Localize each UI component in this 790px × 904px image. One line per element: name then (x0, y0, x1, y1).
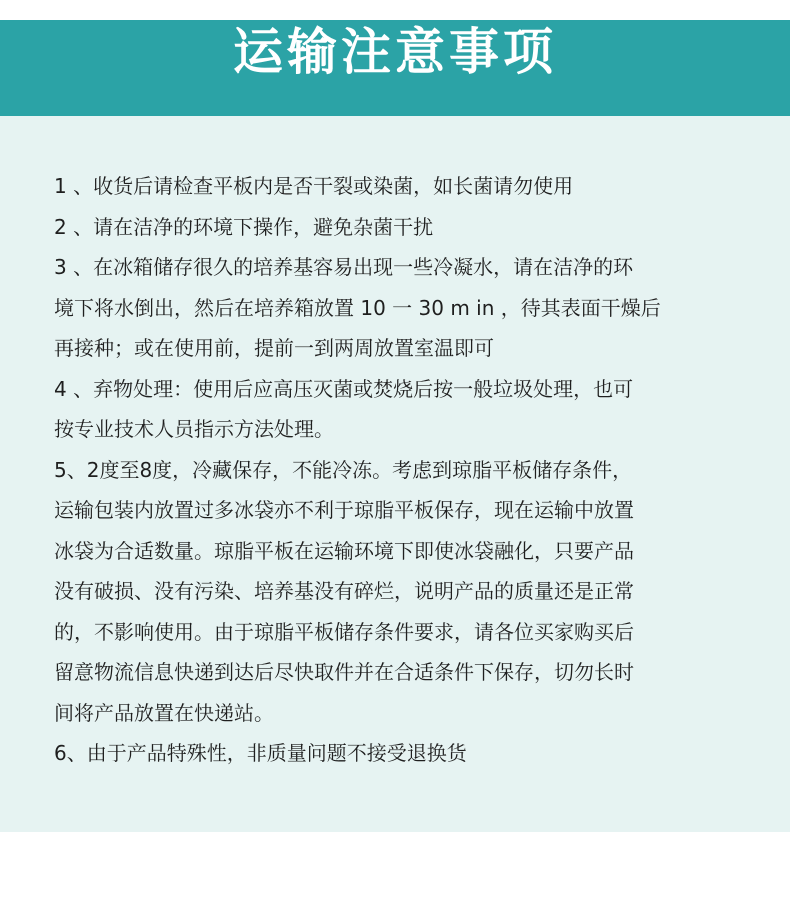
note-item (54, 166, 754, 207)
note-line: 没有破损、没有污染、培养基没有碎烂，说明产品的质量还是正常 (54, 579, 634, 603)
shipping-notes-list (54, 166, 754, 774)
note-item (54, 247, 754, 369)
note-line: 5、2度至8度，冷藏保存，不能冷冻。考虑到琼脂平板储存条件， (54, 457, 633, 482)
note-line: 冰袋为合适数量。琼脂平板在运输环境下即使冰袋融化，只要产品 (54, 538, 634, 563)
note-item (54, 733, 754, 774)
note-line: 按专业技术人员指示方法处理。 (54, 417, 334, 441)
note-line: 境下将水倒出，然后在培养箱放置 10 一 30 m in ，待其表面干燥后 (54, 295, 661, 320)
note-line: 2 、请在洁净的环境下操作，避免杂菌干扰 (54, 214, 434, 239)
note-item (54, 207, 754, 248)
note-line: 再接种；或在使用前，提前一到两周放置室温即可 (54, 336, 494, 360)
page-top-spacer (0, 0, 790, 20)
note-line: 间将产品放置在快递站。 (54, 700, 274, 725)
note-line: 留意物流信息快递到达后尽快取件并在合适条件下保存，切勿长时 (54, 660, 634, 684)
note-line: 运输包装内放置过多冰袋亦不利于琼脂平板保存，现在运输中放置 (54, 498, 634, 522)
note-item (54, 369, 754, 450)
note-line: 1 、收货后请检查平板内是否干裂或染菌，如长菌请勿使用 (54, 174, 574, 198)
note-line: 4 、弃物处理：使用后应高压灭菌或焚烧后按一般垃圾处理，也可 (54, 376, 634, 401)
note-line: 3 、在冰箱储存很久的培养基容易出现一些冷凝水，请在洁净的环 (54, 255, 634, 279)
note-line: 的，不影响使用。由于琼脂平板储存条件要求，请各位买家购买后 (54, 619, 634, 644)
title-banner (0, 20, 790, 116)
page-title: 运输注意事项 (233, 23, 557, 82)
note-item (54, 450, 754, 734)
note-line: 6、由于产品特殊性，非质量问题不接受退换货 (54, 741, 467, 765)
